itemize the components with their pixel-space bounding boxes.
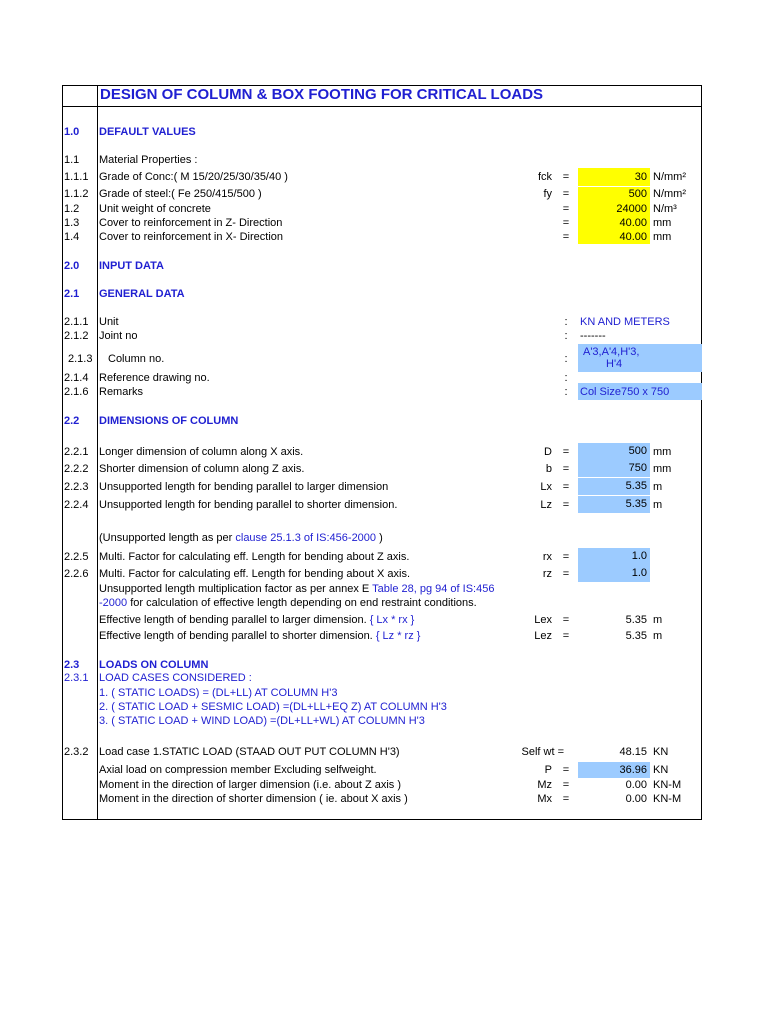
Mx-value[interactable]: 0.00 [625,793,647,805]
column-no-line2: H'4 [606,358,623,370]
fck-input[interactable]: 30 [578,168,650,186]
Lx-input[interactable]: 5.35 [578,478,650,495]
section-input-data: 2.0 INPUT DATA [64,260,164,272]
column-no-line1: A'3,A'4,H'3, [583,346,640,358]
row-Lex: Effective length of bending parallel to larger dimension. { Lx * rx } Lex = 5.35 m [99,614,663,626]
row-unit: 2.1.1 Unit : KN AND METERS [64,316,670,328]
Mz-value[interactable]: 0.00 [625,779,647,791]
cover-z-input[interactable]: 40.00 [578,216,650,230]
Lez-value: 5.35 [625,630,647,642]
self-weight-value: 48.15 [619,746,647,758]
Lex-value: 5.35 [625,614,647,626]
row-reference-drawing: 2.1.4 Reference drawing no. : [64,372,568,384]
row-remarks: 2.1.6 Remarks : Col Size750 x 750 [64,386,670,398]
page-title: DESIGN OF COLUMN & BOX FOOTING FOR CRITICAL LOADS [100,86,544,103]
load-case-1: 1. ( STATIC LOADS) = (DL+LL) AT COLUMN H'3 [99,687,338,699]
rz-input[interactable]: 1.0 [578,565,650,582]
row-Mx: Moment in the direction of shorter dimension ( ie. about X axis ) Mx = 0.00 KN-M [99,793,682,805]
section-default-values: 1.0 DEFAULT VALUES [64,126,196,138]
title-divider [62,106,702,107]
P-input[interactable]: 36.96 [578,762,650,778]
cover-x-input[interactable]: 40.00 [578,230,650,244]
section-general-data: 2.1 GENERAL DATA [64,288,185,300]
row-annex-line2: -2000 for calculation of effective length depending on end restraint conditions. [99,597,477,609]
load-case-3: 3. ( STATIC LOAD + WIND LOAD) =(DL+LL+WL) AT COLUMN H'3 [99,715,425,727]
row-column-no: 2.1.3 Column no. : [68,353,568,365]
row-rz: 2.2.6 Multi. Factor for calculating eff. Length for bending about X axis. rz = 1.0 [0,567,768,581]
rx-input[interactable]: 1.0 [578,548,650,565]
row-dim-Lx: 2.2.3 Unsupported length for bending parallel to larger dimension Lx = 5.35 m [64,480,663,493]
row-dim-D: 2.2.1 Longer dimension of column along X axis. D = 500 mm [64,445,672,458]
D-input[interactable]: 500 [578,443,650,460]
row-annex-line1: Unsupported length multiplication factor as per annex E Table 28, pg 94 of IS:456 [99,583,495,595]
row-Lez: Effective length of bending parallel to shorter dimension. { Lz * rz } Lez = 5.35 m [99,630,663,642]
row-grade-conc: 1.1.1 Grade of Conc:( M 15/20/25/30/35/40 ) fck = 30 N/mm² [0,170,768,184]
unit-weight-input[interactable]: 24000 [578,202,650,216]
row-axial-load: Axial load on compression member Excluding selfweight. P = 36.96 KN [99,764,669,776]
unit-value[interactable]: KN AND METERS [580,316,670,328]
row-unsupported-note: (Unsupported length as per clause 25.1.3 of IS:456-2000 ) [99,532,383,544]
Lz-input[interactable]: 5.35 [578,496,650,513]
row-grade-steel: 1.1.2 Grade of steel:( Fe 250/415/500 ) fy = 500 N/mm² [0,187,768,201]
section-dimensions: 2.2 DIMENSIONS OF COLUMN [64,415,239,427]
table-reference: Table 28, pg 94 of IS:456 [372,583,495,595]
row-dim-Lz: 2.2.4 Unsupported length for bending parallel to shorter dimension. Lz = 5.35 m [64,498,663,511]
row-joint-no: 2.1.2 Joint no : ------- [64,330,606,342]
row-material-properties: 1.1 Material Properties : [64,154,198,166]
b-input[interactable]: 750 [578,460,650,477]
row-cover-z: 1.3 Cover to reinforcement in Z- Direction = 40.00 mm [64,217,672,229]
fy-input[interactable]: 500 [578,187,650,204]
section-loads: 2.3 LOADS ON COLUMN [64,659,209,671]
row-load-cases-heading: 2.3.1 LOAD CASES CONSIDERED : [64,672,252,684]
row-Mz: Moment in the direction of larger dimension (i.e. about Z axis ) Mz = 0.00 KN-M [99,779,682,791]
row-load-case-1-static: 2.3.2 Load case 1.STATIC LOAD (STAAD OUT PUT COLUMN H'3) Self wt = 48.15 KN [64,746,669,758]
row-unit-weight: 1.2 Unit weight of concrete = 24000 N/m³ [64,203,677,215]
load-case-2: 2. ( STATIC LOAD + SESMIC LOAD) =(DL+LL+EQ Z) AT COLUMN H'3 [99,701,447,713]
joint-no-value[interactable]: ------- [580,330,606,342]
row-rx: 2.2.5 Multi. Factor for calculating eff. Length for bending about Z axis. rx = 1.0 [0,550,768,564]
clause-reference: clause 25.1.3 of IS:456-2000 [235,532,377,544]
row-dim-b: 2.2.2 Shorter dimension of column along Z axis. b = 750 mm [64,462,672,475]
row-cover-x: 1.4 Cover to reinforcement in X- Direction = 40.00 mm [64,231,672,243]
